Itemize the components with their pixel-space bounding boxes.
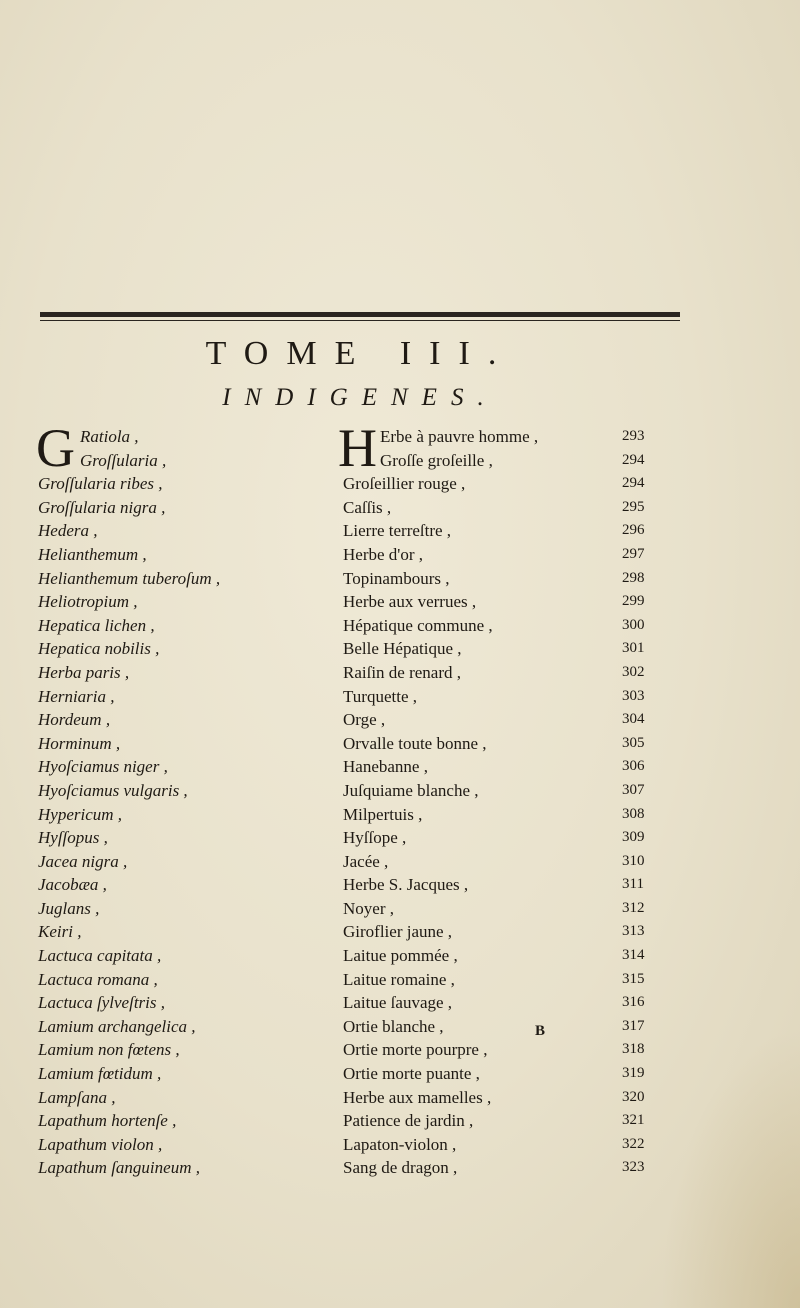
french-name: Orvalle toute bonne ,	[343, 733, 487, 753]
index-row	[0, 897, 800, 921]
page-number: 306	[622, 758, 645, 775]
latin-name: Juglans ,	[38, 898, 100, 918]
index-row	[0, 1062, 800, 1086]
french-name: Erbe à pauvre homme ,	[380, 427, 539, 446]
index-row	[0, 449, 800, 473]
index-row	[0, 685, 800, 709]
index-row	[0, 991, 800, 1015]
index-row	[0, 1109, 800, 1133]
page-number: 305	[622, 734, 645, 751]
french-name: Milpertuis ,	[343, 804, 423, 824]
latin-name: Horminum ,	[38, 733, 121, 753]
index-row	[0, 850, 800, 874]
french-name: Topinambours ,	[343, 568, 450, 588]
page-number: 298	[622, 569, 645, 586]
index-row	[0, 1086, 800, 1110]
index-row	[0, 614, 800, 638]
page-number: 319	[622, 1065, 645, 1082]
page-number: 312	[622, 899, 645, 916]
french-name: Lapaton-violon ,	[343, 1134, 457, 1154]
index-row	[0, 708, 800, 732]
french-name: Hanebanne ,	[343, 757, 428, 777]
index-row	[0, 1133, 800, 1157]
french-name: Groſeillier rouge ,	[343, 474, 466, 494]
page-number: 308	[622, 805, 645, 822]
french-name: Turquette ,	[343, 686, 417, 706]
page-number: 311	[622, 876, 644, 893]
french-name: Jacée ,	[343, 851, 389, 871]
page-number: 300	[622, 616, 645, 633]
index-row	[0, 590, 800, 614]
index-row	[0, 1015, 800, 1039]
page-number: 315	[622, 970, 645, 987]
page-number: 303	[622, 687, 645, 704]
latin-name: Lamium non fœtens ,	[38, 1040, 180, 1060]
index-row	[0, 567, 800, 591]
french-name: Caſſis ,	[343, 497, 392, 517]
latin-name: Lapathum violon ,	[38, 1134, 163, 1154]
page-number: 316	[622, 994, 645, 1011]
latin-name: Hedera ,	[38, 521, 98, 541]
index-row	[0, 472, 800, 496]
index-row	[0, 543, 800, 567]
latin-name: Lactuca ſylveſtris ,	[38, 993, 166, 1013]
latin-name: Groſſularia nigra ,	[38, 497, 166, 517]
page-number: 310	[622, 852, 645, 869]
french-name: Hépatique commune ,	[343, 615, 493, 635]
latin-name: Lamium archangelica ,	[38, 1016, 196, 1036]
page-number: 318	[622, 1041, 645, 1058]
french-name: Laitue romaine ,	[343, 969, 455, 989]
page-number: 295	[622, 498, 645, 515]
french-name: Ortie morte pourpre ,	[343, 1040, 488, 1060]
latin-name: Ratiola ,	[80, 427, 139, 446]
header-rule-thick	[40, 312, 680, 317]
french-name: Herbe S. Jacques ,	[343, 875, 469, 895]
latin-name: Heliotropium ,	[38, 592, 138, 612]
page-number: 294	[622, 451, 645, 468]
page-number: 323	[622, 1159, 645, 1176]
latin-name: Hypericum ,	[38, 804, 123, 824]
latin-name: Lactuca romana ,	[38, 969, 158, 989]
volume-title: TOME III.	[205, 335, 515, 372]
page-number: 296	[622, 522, 645, 539]
french-name: Laitue ſauvage ,	[343, 993, 453, 1013]
index-row	[0, 661, 800, 685]
index-row	[0, 755, 800, 779]
page-number: 320	[622, 1088, 645, 1105]
header-rule-thin	[40, 320, 680, 321]
latin-name: Hyoſciamus vulgaris ,	[38, 780, 188, 800]
page-number: 322	[622, 1135, 645, 1152]
latin-name: Hyoſciamus niger ,	[38, 757, 168, 777]
index-row	[0, 496, 800, 520]
section-title: INDIGENES.	[222, 384, 498, 411]
page-number: 293	[622, 428, 645, 444]
index-row	[0, 803, 800, 827]
index-row	[0, 519, 800, 543]
latin-name: Lamium fœtidum ,	[38, 1064, 162, 1084]
page-number: 321	[622, 1112, 645, 1129]
french-name: Patience de jardin ,	[343, 1111, 474, 1131]
latin-dropcap: G	[36, 418, 75, 478]
french-name: Belle Hépatique ,	[343, 639, 462, 659]
index-row	[0, 637, 800, 661]
index-row	[0, 873, 800, 897]
french-name: Ortie morte puante ,	[343, 1064, 480, 1084]
latin-name: Helianthemum tuberoſum ,	[38, 568, 221, 588]
latin-name: Lactuca capitata ,	[38, 946, 162, 966]
latin-name: Helianthemum ,	[38, 544, 147, 564]
index-row	[0, 968, 800, 992]
latin-name: Jacobæa ,	[38, 875, 107, 895]
french-name: Hyſſope ,	[343, 828, 407, 848]
french-name: Groſſe groſeille ,	[380, 450, 493, 470]
page-number: 297	[622, 545, 645, 562]
french-name: Orge ,	[343, 710, 386, 730]
page-number: 309	[622, 829, 645, 846]
latin-name: Hepatica nobilis ,	[38, 639, 160, 659]
index-row	[0, 826, 800, 850]
index-row	[0, 1156, 800, 1180]
index-row	[0, 1038, 800, 1062]
french-name: Giroflier jaune ,	[343, 922, 453, 942]
index-row	[0, 920, 800, 944]
latin-name: Hepatica lichen ,	[38, 615, 155, 635]
page-number: 302	[622, 663, 645, 680]
latin-name: Groſſularia ribes ,	[38, 474, 163, 494]
french-dropcap: H	[338, 418, 377, 478]
page-number: 299	[622, 593, 645, 610]
index-table	[0, 425, 800, 1180]
page-number: 304	[622, 711, 645, 728]
french-name: Juſquiame blanche ,	[343, 780, 479, 800]
latin-name: Jacea nigra ,	[38, 851, 128, 871]
latin-name: Lapathum hortenſe ,	[38, 1111, 177, 1131]
latin-name: Hyſſopus ,	[38, 828, 108, 848]
page-number: 317	[622, 1017, 645, 1034]
french-name: Herbe aux mamelles ,	[343, 1087, 492, 1107]
french-name: Sang de dragon ,	[343, 1158, 458, 1178]
latin-name: Hordeum ,	[38, 710, 111, 730]
page-number: 307	[622, 781, 645, 798]
latin-name: Lapathum ſanguineum ,	[38, 1158, 200, 1178]
latin-name: Herniaria ,	[38, 686, 115, 706]
latin-name: Herba paris ,	[38, 662, 130, 682]
french-name: Herbe d'or ,	[343, 544, 424, 564]
latin-name: Lampſana ,	[38, 1087, 116, 1107]
french-name: Noyer ,	[343, 898, 394, 918]
index-row	[0, 944, 800, 968]
french-name: Ortie blanche ,	[343, 1016, 444, 1036]
french-name: Laitue pommée ,	[343, 946, 458, 966]
signature-mark: B	[535, 1023, 546, 1039]
index-row	[0, 732, 800, 756]
french-name: Lierre terreſtre ,	[343, 521, 452, 541]
index-row	[0, 779, 800, 803]
latin-name: Groſſularia ,	[80, 450, 167, 470]
page-number: 313	[622, 923, 645, 940]
page-number: 301	[622, 640, 645, 657]
page-number: 314	[622, 947, 645, 964]
page-number: 294	[622, 475, 645, 492]
index-row	[0, 425, 800, 449]
french-name: Herbe aux verrues ,	[343, 592, 477, 612]
latin-name: Keiri ,	[38, 922, 82, 942]
french-name: Raiſin de renard ,	[343, 662, 462, 682]
